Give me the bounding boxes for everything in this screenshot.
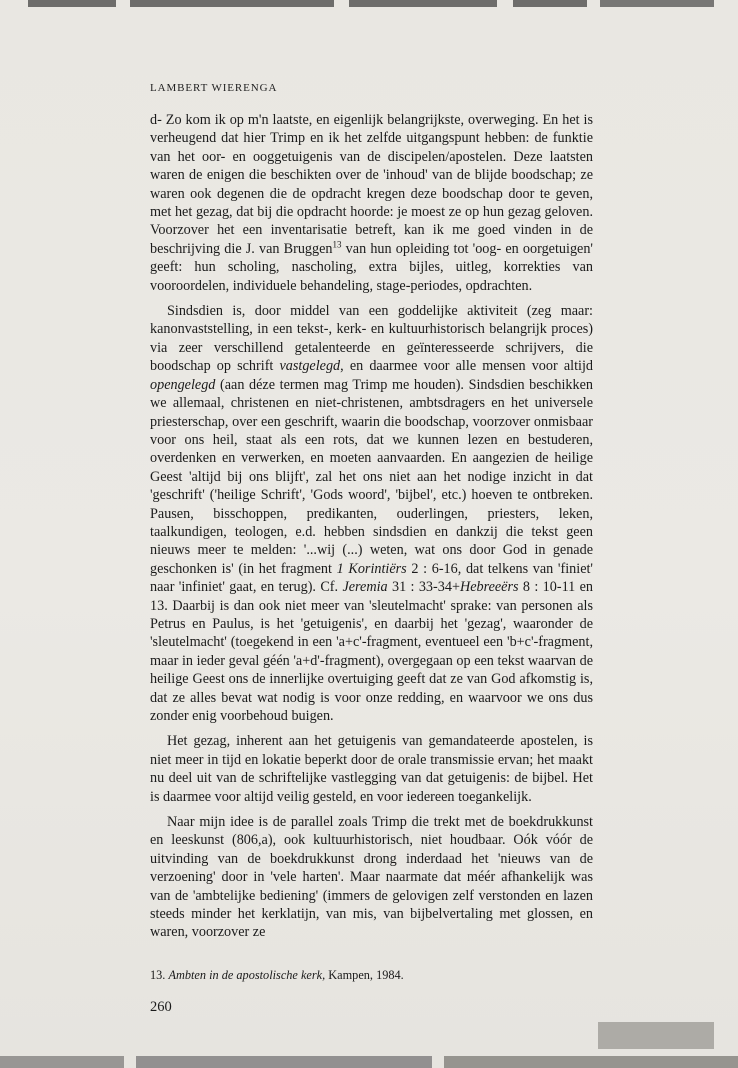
- text-run: 1 Korintiërs: [336, 560, 407, 577]
- text-run: Kampen, 1984.: [325, 967, 404, 982]
- text-run: 13.: [150, 967, 169, 982]
- scan-artifact: [600, 0, 714, 7]
- text-column: [150, 78, 593, 1016]
- page-number: 260: [150, 998, 172, 1015]
- footnote-reference: 13: [332, 239, 342, 250]
- text-run: opengelegd: [150, 376, 216, 393]
- page-header: [150, 78, 593, 96]
- scan-artifact: [28, 0, 116, 7]
- text-run: 8 : 10-11 en 13. Daarbij is dan ook niet meer van 'sleutelmacht' sprake: van personen als Petrus en Paulus, is het 'getuigenis', en daarbij het 'gezag', waaronder de 'sleutelmacht' (toegekend in een 'a+c'-fragment, eventueel een 'b+c'-fragment, maar in ieder geval géén 'a+d'-fragment), overgegaan op een tekst waarvan de heilige Geest ons de innerlijke overtuiging geeft dat ze van God afkomstig is, dat ze alles bevat wat nodig is voor onze redding, en waarvoor we ons dus zonder enig voorbehoud buigen.: [150, 579, 594, 724]
- scan-artifact: [598, 1022, 714, 1049]
- scan-artifact: [130, 0, 334, 7]
- text-run: van hun opleiding tot 'oog- en oorgetuigen' geeft: hun scholing, nascholing, extra bijles, uitleg, korrekties van vooroordelen, individuele behandeling, stage-periodes, opdrachten.: [150, 240, 593, 294]
- paragraph: [150, 813, 593, 942]
- text-run: Sindsdien is, door middel van een goddelijke aktiviteit (zeg maar: kanonvaststelling, in een tekst-, kerk- en kultuurhistorisch belangrijk proces) via zeer verschillend getalenteerde en geïnteresseerde schrijvers, die boodschap op schrift: [150, 303, 593, 375]
- text-run: Het gezag, inherent aan het getuigenis van gemandateerde apostelen, is niet meer in tijd en lokatie beperkt door de orale transmissie ervan; het maakt nu deel uit van de schriftelijke vastlegging van dat getuigenis: de bijbel. Het is daarmee voor altijd veilig gesteld, en voor iedereen toegankelijk.: [150, 733, 593, 805]
- text-run: Naar mijn idee is de parallel zoals Trimp die trekt met de boekdrukkunst en leeskunst (806,a), ook kultuurhistorisch, niet houdbaar. Oók vóór de uitvinding van de boekdrukkunst drong inderdaad het 'nieuws van de verzoening' door in 'vele harten'. Maar naarmate dat méér afhankelijk was van de 'ambtelijke bediening' (immers de gelovigen zelf verstonden en lazen steeds minder het kerklatijn, van mis, van bijbelvertaling met glossen, en waren, voorzover ze: [150, 814, 593, 941]
- text-run: , en daarmee voor alle mensen voor altijd: [340, 358, 593, 375]
- paragraph: [150, 732, 593, 806]
- text-run: 2 : 6-16, dat telkens van 'finiet' naar 'infiniet' gaat, en terug). Cf.: [150, 560, 593, 596]
- scan-artifact: [0, 1056, 124, 1068]
- text-run: d- Zo kom ik op m'n laatste, en eigenlijk belangrijkste, overweging. En het is verheugend dat hier Trimp en ik het zelfde uitgangspunt hebben: de funktie van het oor- en ooggetuigenis van de discipelen/apostelen. Deze laatsten waren de enigen die beschikten over de 'inhoud' van de blijde boodschap; ze waren ook degenen die de opdracht kregen deze boodschap door te geven, met het gezag, dat bij die opdracht hoorde: je moest ze op hun gezag geloven. Voorzover het een inventarisatie betreft, kan ik me goed vinden in de beschrijving die J. van Bruggen: [150, 112, 593, 257]
- running-header: LAMBERT WIERENGA: [150, 82, 278, 94]
- body-paragraphs: [150, 111, 593, 942]
- text-run: Ambten in de apostolische kerk,: [168, 967, 326, 982]
- text-run: 31 : 33-34+: [387, 579, 460, 596]
- paragraph: [150, 111, 593, 295]
- text-run: Hebreeërs: [459, 579, 519, 596]
- scan-artifact: [136, 1056, 432, 1068]
- scan-artifact: [444, 1056, 738, 1068]
- scan-artifact: [513, 0, 587, 7]
- scan-artifact: [349, 0, 497, 7]
- text-run: Jeremia: [342, 579, 388, 596]
- footnote: [150, 968, 593, 983]
- text-run: (aan déze termen mag Trimp me houden). Sindsdien beschikken we allemaal, christenen en niet-christenen, ambtsdragers en het universele priesterschap, over een geschrift, waarin die boodschap, voorzover onmisbaar voor ons heil, staat als een rots, dat we kunnen lezen en bestuderen, overdenken en verwerken, en moeten aanvaarden. En aangezien de heilige Geest 'altijd bij ons blijft', zal het ons niet aan het nodige inzicht in dat 'geschrift' ('heilige Schrift', 'Gods woord', 'bijbel', etc.) hoeven te ontbreken. Pausen, bisschoppen, predikanten, ouderlingen, priesters, leken, taalkundigen, teologen, e.d. hebben sindsdien en dankzij die tekst geen nieuws meer te melden: '...wij (...) weten, wat ons door God in genade geschonken is' (in het fragment: [150, 376, 593, 577]
- paragraph: [150, 302, 593, 725]
- text-run: vastgelegd: [279, 358, 341, 375]
